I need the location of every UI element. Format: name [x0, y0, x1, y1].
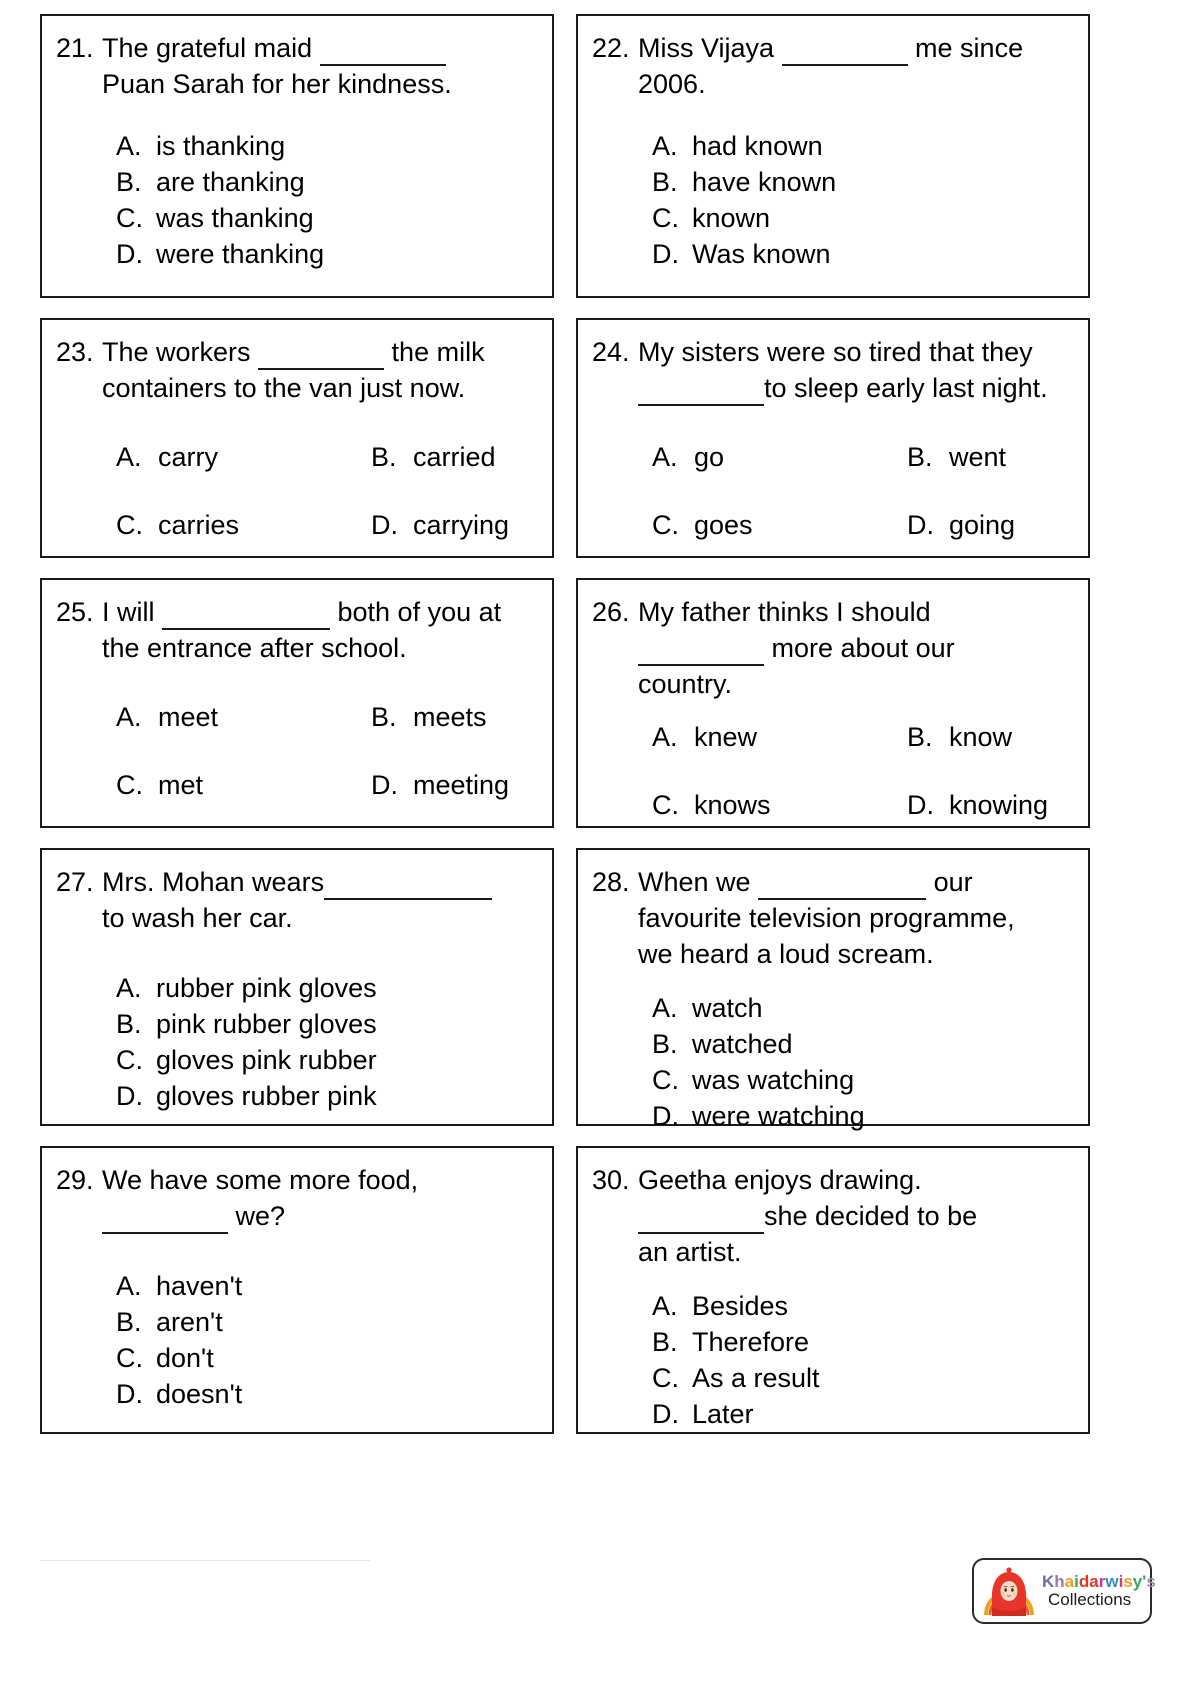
brand-char: ' — [1142, 1572, 1147, 1592]
option-key: A. — [652, 993, 678, 1023]
question-text — [638, 864, 1072, 972]
option-key: C. — [116, 510, 143, 540]
option-label: are thanking — [156, 167, 305, 197]
answer-blank[interactable] — [258, 346, 384, 370]
option-a[interactable] — [116, 128, 536, 164]
question-card-23 — [40, 318, 554, 558]
question-card-21 — [40, 14, 554, 298]
option-label: was watching — [692, 1065, 855, 1095]
stem-line-2: country. — [638, 669, 733, 699]
stem-line-2: Puan Sarah for her kindness. — [102, 69, 452, 99]
stem-line-2: containers to the van just now. — [102, 373, 466, 403]
brand-char: w — [1105, 1572, 1119, 1592]
option-key: C. — [116, 770, 143, 800]
option-label: meet — [158, 702, 219, 732]
option-key: B. — [652, 167, 678, 197]
question-card-28 — [576, 848, 1090, 1131]
option-key: D. — [652, 1399, 679, 1429]
options-grid — [592, 440, 1072, 542]
option-key: C. — [652, 790, 679, 820]
answer-blank[interactable] — [638, 1210, 764, 1234]
option-label: gloves rubber pink — [156, 1081, 377, 1111]
option-label: As a result — [692, 1363, 820, 1393]
question-row — [40, 1146, 1154, 1434]
question-number: 26. — [592, 597, 630, 627]
stem-part-before: My father thinks I should — [638, 597, 931, 627]
option-key: B. — [907, 442, 933, 472]
stem-line-2: to sleep early last night. — [764, 373, 1048, 403]
answer-blank[interactable] — [320, 42, 446, 66]
question-stem — [592, 30, 1072, 102]
stem-part-after: she decided to be — [764, 1201, 978, 1231]
option-b[interactable] — [907, 440, 1072, 474]
brand-char: d — [1078, 1572, 1090, 1592]
brand-logo — [972, 1558, 1156, 1624]
option-a[interactable] — [652, 720, 907, 754]
brand-text-block — [1042, 1573, 1156, 1609]
option-b[interactable] — [371, 700, 536, 734]
answer-blank[interactable] — [162, 606, 330, 630]
option-c[interactable] — [652, 1062, 1072, 1098]
option-label: haven't — [156, 1271, 243, 1301]
option-b[interactable] — [371, 440, 536, 474]
question-text — [638, 334, 1072, 406]
stem-line-2: we? — [235, 1201, 286, 1231]
brand-subtitle: Collections — [1048, 1590, 1132, 1609]
question-number: 23. — [56, 337, 94, 367]
option-key: C. — [652, 510, 679, 540]
question-stem — [592, 594, 1072, 702]
question-row — [40, 14, 1154, 298]
question-stem — [592, 864, 1072, 972]
option-label: were thanking — [156, 239, 325, 269]
options-list — [56, 1268, 536, 1412]
option-key: B. — [116, 167, 142, 197]
option-b[interactable] — [116, 1304, 536, 1340]
option-label: aren't — [156, 1307, 223, 1337]
option-label: had known — [692, 131, 823, 161]
option-key: D. — [116, 1081, 143, 1111]
option-label: knowing — [949, 790, 1049, 820]
question-card-24 — [576, 318, 1090, 558]
option-label: Besides — [692, 1291, 789, 1321]
brand-char: y — [1132, 1572, 1143, 1592]
brand-char: h — [1054, 1572, 1065, 1592]
stem-part-after: our — [926, 867, 973, 897]
question-text — [638, 30, 1072, 102]
question-card-30 — [576, 1146, 1090, 1434]
option-key: D. — [116, 1379, 143, 1409]
stem-line-2: an artist. — [638, 1237, 742, 1267]
option-key: D. — [371, 770, 398, 800]
option-d[interactable] — [116, 236, 536, 272]
stem-part-before: The workers — [102, 337, 259, 367]
question-number: 29. — [56, 1165, 94, 1195]
brand-char: s — [1123, 1572, 1133, 1592]
question-row — [40, 318, 1154, 558]
option-label: meets — [413, 702, 487, 732]
option-label: meeting — [413, 770, 510, 800]
stem-part-before: Miss Vijaya — [638, 33, 782, 63]
option-label: was thanking — [156, 203, 314, 233]
stem-part-after: more about our — [764, 633, 955, 663]
option-d[interactable] — [652, 1098, 1072, 1134]
question-stem — [56, 1162, 536, 1234]
option-d[interactable] — [907, 508, 1072, 542]
question-text — [102, 864, 536, 936]
option-key: D. — [116, 239, 143, 269]
option-label: watched — [692, 1029, 793, 1059]
option-key: A. — [652, 1291, 678, 1321]
option-key: C. — [116, 1045, 143, 1075]
option-c[interactable] — [652, 200, 1072, 236]
question-text — [638, 1162, 1072, 1270]
option-label: is thanking — [156, 131, 286, 161]
option-a[interactable] — [116, 700, 371, 734]
option-key: A. — [652, 722, 678, 752]
option-key: B. — [371, 702, 397, 732]
option-d[interactable] — [371, 508, 536, 542]
question-row — [40, 848, 1154, 1131]
option-key: D. — [907, 790, 934, 820]
option-key: A. — [116, 131, 142, 161]
question-text — [102, 1162, 536, 1234]
answer-blank[interactable] — [782, 42, 908, 66]
option-label: Was known — [692, 239, 831, 269]
option-c[interactable] — [116, 768, 371, 802]
option-c[interactable] — [116, 1042, 536, 1078]
option-label: knows — [694, 790, 771, 820]
option-label: carry — [158, 442, 218, 472]
option-label: rubber pink gloves — [156, 973, 377, 1003]
option-label: watch — [692, 993, 763, 1023]
option-label: know — [949, 722, 1013, 752]
stem-line-3: we heard a loud scream. — [638, 939, 934, 969]
answer-blank[interactable] — [638, 642, 764, 666]
hijab-woman-icon — [980, 1563, 1038, 1619]
option-key: A. — [116, 442, 142, 472]
option-label: were watching — [692, 1101, 865, 1131]
option-b[interactable] — [652, 1324, 1072, 1360]
option-b[interactable] — [116, 164, 536, 200]
option-key: B. — [116, 1009, 142, 1039]
answer-blank[interactable] — [324, 876, 492, 900]
question-stem — [56, 30, 536, 102]
option-label: went — [949, 442, 1007, 472]
stem-part-after: both of you at — [330, 597, 502, 627]
brand-char: a — [1064, 1572, 1075, 1592]
option-a[interactable] — [652, 440, 907, 474]
stem-part-after: the milk — [384, 337, 485, 367]
question-card-27 — [40, 848, 554, 1126]
page-edge-artifact — [40, 1560, 370, 1561]
question-row — [40, 578, 1154, 828]
option-key: A. — [116, 973, 142, 1003]
question-stem — [56, 594, 536, 666]
stem-line-2: the entrance after school. — [102, 633, 407, 663]
options-grid — [56, 700, 536, 802]
stem-part-before: My sisters were so tired that they — [638, 337, 1033, 367]
option-a[interactable] — [116, 970, 536, 1006]
option-key: C. — [652, 203, 679, 233]
option-key: D. — [652, 239, 679, 269]
option-d[interactable] — [907, 788, 1072, 822]
brand-char: K — [1042, 1572, 1055, 1592]
question-text — [638, 594, 1072, 702]
option-key: B. — [116, 1307, 142, 1337]
option-d[interactable] — [652, 236, 1072, 272]
option-label: carries — [158, 510, 240, 540]
stem-line-2: to wash her car. — [102, 903, 293, 933]
option-d[interactable] — [371, 768, 536, 802]
option-d[interactable] — [116, 1376, 536, 1412]
brand-char: s — [1146, 1572, 1156, 1592]
option-label: goes — [694, 510, 753, 540]
option-label: knew — [694, 722, 758, 752]
option-label: gloves pink rubber — [156, 1045, 377, 1075]
question-number: 27. — [56, 867, 94, 897]
option-label: have known — [692, 167, 837, 197]
question-card-22 — [576, 14, 1090, 298]
option-key: D. — [907, 510, 934, 540]
stem-line-2: 2006. — [638, 69, 706, 99]
option-b[interactable] — [652, 1026, 1072, 1062]
option-key: B. — [652, 1327, 678, 1357]
option-key: A. — [652, 131, 678, 161]
option-b[interactable] — [652, 164, 1072, 200]
option-key: B. — [907, 722, 933, 752]
option-a[interactable] — [652, 128, 1072, 164]
option-label: Therefore — [692, 1327, 810, 1357]
option-label: don't — [156, 1343, 214, 1373]
options-list — [592, 990, 1072, 1134]
stem-part-after: me since — [907, 33, 1024, 63]
stem-part-before: We have some more food, — [102, 1165, 419, 1195]
option-key: D. — [371, 510, 398, 540]
option-label: doesn't — [156, 1379, 243, 1409]
question-text — [102, 30, 536, 102]
stem-part-before: Mrs. Mohan wears — [102, 867, 325, 897]
question-stem — [592, 334, 1072, 406]
question-card-25 — [40, 578, 554, 828]
option-c[interactable] — [116, 1340, 536, 1376]
option-key: C. — [652, 1065, 679, 1095]
question-stem — [56, 334, 536, 406]
question-text — [102, 594, 536, 666]
option-a[interactable] — [652, 990, 1072, 1026]
option-label: go — [694, 442, 725, 472]
options-list — [592, 128, 1072, 272]
option-a[interactable] — [116, 1268, 536, 1304]
option-d[interactable] — [652, 1396, 1072, 1432]
option-a[interactable] — [116, 440, 371, 474]
option-d[interactable] — [116, 1078, 536, 1114]
question-text — [102, 334, 536, 406]
question-number: 24. — [592, 337, 630, 367]
option-label: Later — [692, 1399, 754, 1429]
option-label: known — [692, 203, 771, 233]
answer-blank[interactable] — [758, 876, 926, 900]
stem-part-before: When we — [638, 867, 759, 897]
option-key: A. — [116, 702, 142, 732]
option-c[interactable] — [652, 1360, 1072, 1396]
option-label: pink rubber gloves — [156, 1009, 377, 1039]
options-grid — [56, 440, 536, 542]
option-b[interactable] — [907, 720, 1072, 754]
option-c[interactable] — [116, 200, 536, 236]
option-label: going — [949, 510, 1016, 540]
question-number: 28. — [592, 867, 630, 897]
question-stem — [592, 1162, 1072, 1270]
question-number: 21. — [56, 33, 94, 63]
option-b[interactable] — [116, 1006, 536, 1042]
stem-line-2: favourite television programme, — [638, 903, 1015, 933]
brand-char: i — [1074, 1572, 1079, 1592]
question-card-26 — [576, 578, 1090, 828]
stem-part-before: I will — [102, 597, 162, 627]
option-key: C. — [116, 203, 143, 233]
brand-char: r — [1098, 1572, 1106, 1592]
option-c[interactable] — [652, 508, 907, 542]
options-list — [592, 1288, 1072, 1432]
option-key: B. — [371, 442, 397, 472]
option-key: D. — [652, 1101, 679, 1131]
brand-name — [1042, 1573, 1156, 1591]
option-label: carried — [413, 442, 496, 472]
stem-part-before: The grateful maid — [102, 33, 320, 63]
option-key: C. — [652, 1363, 679, 1393]
options-list — [56, 128, 536, 272]
option-key: A. — [116, 1271, 142, 1301]
option-key: C. — [116, 1343, 143, 1373]
question-card-29 — [40, 1146, 554, 1434]
options-grid — [592, 720, 1072, 822]
options-list — [56, 970, 536, 1114]
stem-part-before: Geetha enjoys drawing. — [638, 1165, 922, 1195]
option-c[interactable] — [116, 508, 371, 542]
answer-blank[interactable] — [638, 382, 764, 406]
question-number: 30. — [592, 1165, 630, 1195]
answer-blank[interactable] — [102, 1210, 228, 1234]
option-key: B. — [652, 1029, 678, 1059]
option-a[interactable] — [652, 1288, 1072, 1324]
question-number: 22. — [592, 33, 630, 63]
option-label: met — [158, 770, 204, 800]
brand-char: i — [1118, 1572, 1124, 1592]
brand-char: a — [1089, 1572, 1099, 1592]
option-c[interactable] — [652, 788, 907, 822]
option-key: A. — [652, 442, 678, 472]
option-label: carrying — [413, 510, 510, 540]
question-number: 25. — [56, 597, 94, 627]
question-stem — [56, 864, 536, 936]
